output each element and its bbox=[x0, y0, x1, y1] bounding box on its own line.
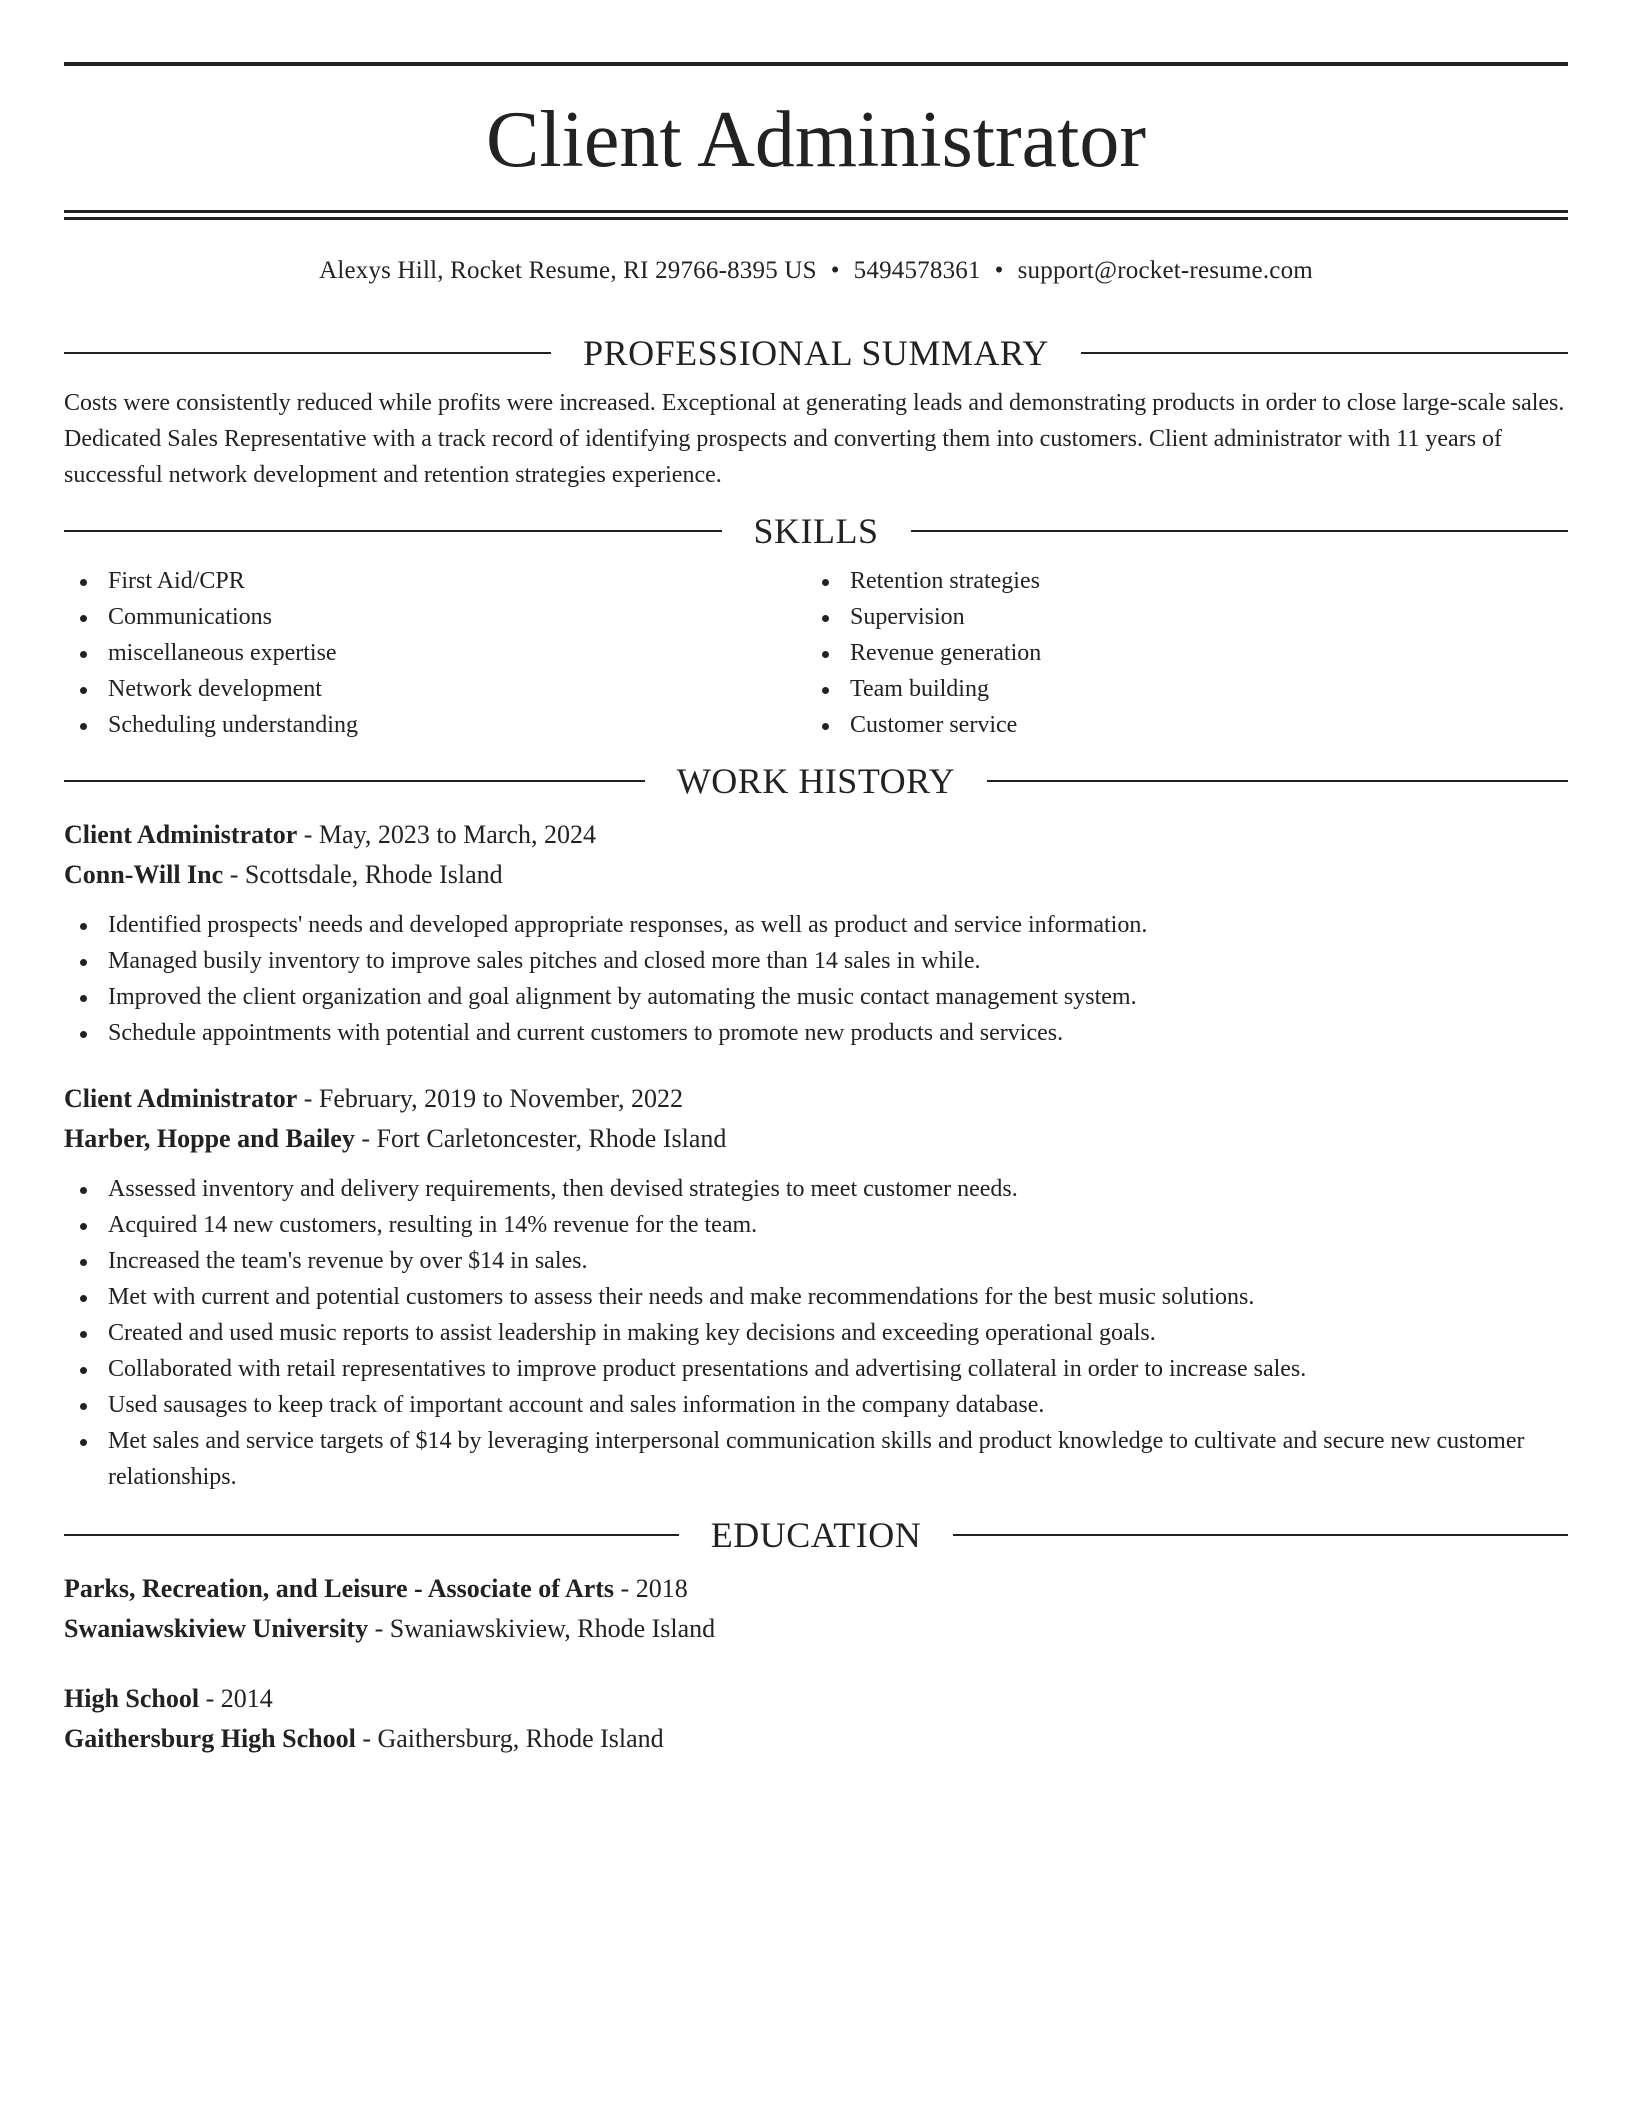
job-title: Client Administrator bbox=[64, 1084, 298, 1113]
job-bullet: Managed busily inventory to improve sales pitches and closed more than 14 sales in while. bbox=[64, 943, 1568, 979]
job-entry bbox=[64, 1079, 1568, 1495]
heading-rule-right bbox=[987, 780, 1568, 782]
job-bullet: Collaborated with retail representatives to improve product presentations and advertising collateral in order to increase sales. bbox=[64, 1351, 1568, 1387]
skill-item: miscellaneous expertise bbox=[64, 635, 806, 671]
summary-text: Costs were consistently reduced while profits were increased. Exceptional at generating leads and demonstrating products in order to close large-scale sales. Dedicated Sales Representative with a track record of identifying prospects and converting them into customers. Client administrator with 11 years of successful network development and retention strategies experience. bbox=[64, 390, 1565, 488]
job-bullet: Schedule appointments with potential and current customers to promote new products and services. bbox=[64, 1015, 1568, 1051]
header-double-rule bbox=[64, 210, 1568, 220]
job-dates: - May, 2023 to March, 2024 bbox=[297, 820, 596, 849]
job-title-line bbox=[64, 815, 1568, 855]
education-degree: Parks, Recreation, and Leisure - Associate of Arts bbox=[64, 1574, 615, 1603]
heading-rule-left bbox=[64, 780, 645, 782]
resume-content bbox=[64, 62, 1568, 1759]
skill-item: Retention strategies bbox=[806, 563, 1548, 599]
heading-rule-right bbox=[911, 530, 1569, 532]
job-bullet: Increased the team's revenue by over $14 in sales. bbox=[64, 1243, 1568, 1279]
heading-rule-left bbox=[64, 530, 722, 532]
education-location: - Swaniawskiview, Rhode Island bbox=[368, 1614, 716, 1643]
job-bullet: Created and used music reports to assist leadership in making key decisions and exceeding operational goals. bbox=[64, 1315, 1568, 1351]
work-section-heading bbox=[64, 763, 1568, 799]
job-location: - Scottsdale, Rhode Island bbox=[223, 860, 503, 889]
skill-item: Team building bbox=[806, 671, 1548, 707]
resume-title: Client Administrator bbox=[486, 96, 1146, 184]
education-year: - 2014 bbox=[199, 1684, 273, 1713]
job-company: Harber, Hoppe and Bailey bbox=[64, 1124, 355, 1153]
contact-phone: 5494578361 bbox=[853, 257, 981, 284]
job-company-line bbox=[64, 855, 1568, 895]
skills-column-right bbox=[806, 563, 1548, 743]
contact-separator: • bbox=[830, 257, 840, 284]
work-heading: WORK HISTORY bbox=[676, 761, 956, 801]
education-section-heading bbox=[64, 1517, 1568, 1553]
heading-rule-right bbox=[1081, 352, 1568, 354]
job-bullets bbox=[64, 907, 1568, 1051]
heading-rule-left bbox=[64, 352, 551, 354]
education-school-line bbox=[64, 1609, 1568, 1649]
education-degree: High School bbox=[64, 1684, 200, 1713]
education-school-line bbox=[64, 1719, 1568, 1759]
education-location: - Gaithersburg, Rhode Island bbox=[355, 1724, 664, 1753]
education-entry bbox=[64, 1679, 1568, 1759]
skill-item: Network development bbox=[64, 671, 806, 707]
job-company-line bbox=[64, 1119, 1568, 1159]
summary-heading: PROFESSIONAL SUMMARY bbox=[583, 333, 1049, 373]
skill-item: First Aid/CPR bbox=[64, 563, 806, 599]
skill-item: Scheduling understanding bbox=[64, 707, 806, 743]
job-entry bbox=[64, 815, 1568, 1051]
job-company: Conn-Will Inc bbox=[64, 860, 224, 889]
job-bullets bbox=[64, 1171, 1568, 1495]
contact-email: support@rocket-resume.com bbox=[1017, 257, 1313, 284]
job-bullet: Met with current and potential customers to assess their needs and make recommendations for the best music solutions. bbox=[64, 1279, 1568, 1315]
heading-rule-left bbox=[64, 1534, 679, 1536]
job-title-line bbox=[64, 1079, 1568, 1119]
job-bullet: Used sausages to keep track of important account and sales information in the company database. bbox=[64, 1387, 1568, 1423]
job-location: - Fort Carletoncester, Rhode Island bbox=[354, 1124, 727, 1153]
skills-heading: SKILLS bbox=[753, 511, 879, 551]
skills-section-heading bbox=[64, 513, 1568, 549]
contact-address: Alexys Hill, Rocket Resume, RI 29766-8395 US bbox=[319, 257, 817, 284]
education-school: Gaithersburg High School bbox=[64, 1724, 356, 1753]
contact-line bbox=[64, 257, 1568, 285]
education-degree-line bbox=[64, 1679, 1568, 1719]
skill-item: Communications bbox=[64, 599, 806, 635]
job-title: Client Administrator bbox=[64, 820, 298, 849]
job-dates: - February, 2019 to November, 2022 bbox=[297, 1084, 684, 1113]
skill-item: Customer service bbox=[806, 707, 1548, 743]
education-heading: EDUCATION bbox=[710, 1515, 922, 1555]
summary-section-heading bbox=[64, 335, 1568, 371]
skill-item: Revenue generation bbox=[806, 635, 1548, 671]
header-top-rule bbox=[64, 62, 1568, 66]
job-bullet: Identified prospects' needs and developed appropriate responses, as well as product and service information. bbox=[64, 907, 1568, 943]
job-bullet: Met sales and service targets of $14 by leveraging interpersonal communication skills and product knowledge to cultivate and secure new customer relationships. bbox=[64, 1423, 1568, 1495]
education-school: Swaniawskiview University bbox=[64, 1614, 369, 1643]
job-bullet: Improved the client organization and goal alignment by automating the music contact management system. bbox=[64, 979, 1568, 1015]
skill-item: Supervision bbox=[806, 599, 1548, 635]
education-degree-line bbox=[64, 1569, 1568, 1609]
skills-column-left bbox=[64, 563, 806, 743]
skills-list bbox=[64, 563, 1568, 743]
education-entry bbox=[64, 1569, 1568, 1649]
heading-rule-right bbox=[953, 1534, 1568, 1536]
contact-separator: • bbox=[994, 257, 1004, 284]
job-bullet: Acquired 14 new customers, resulting in 14% revenue for the team. bbox=[64, 1207, 1568, 1243]
education-year: - 2018 bbox=[614, 1574, 688, 1603]
job-bullet: Assessed inventory and delivery requirements, then devised strategies to meet customer needs. bbox=[64, 1171, 1568, 1207]
